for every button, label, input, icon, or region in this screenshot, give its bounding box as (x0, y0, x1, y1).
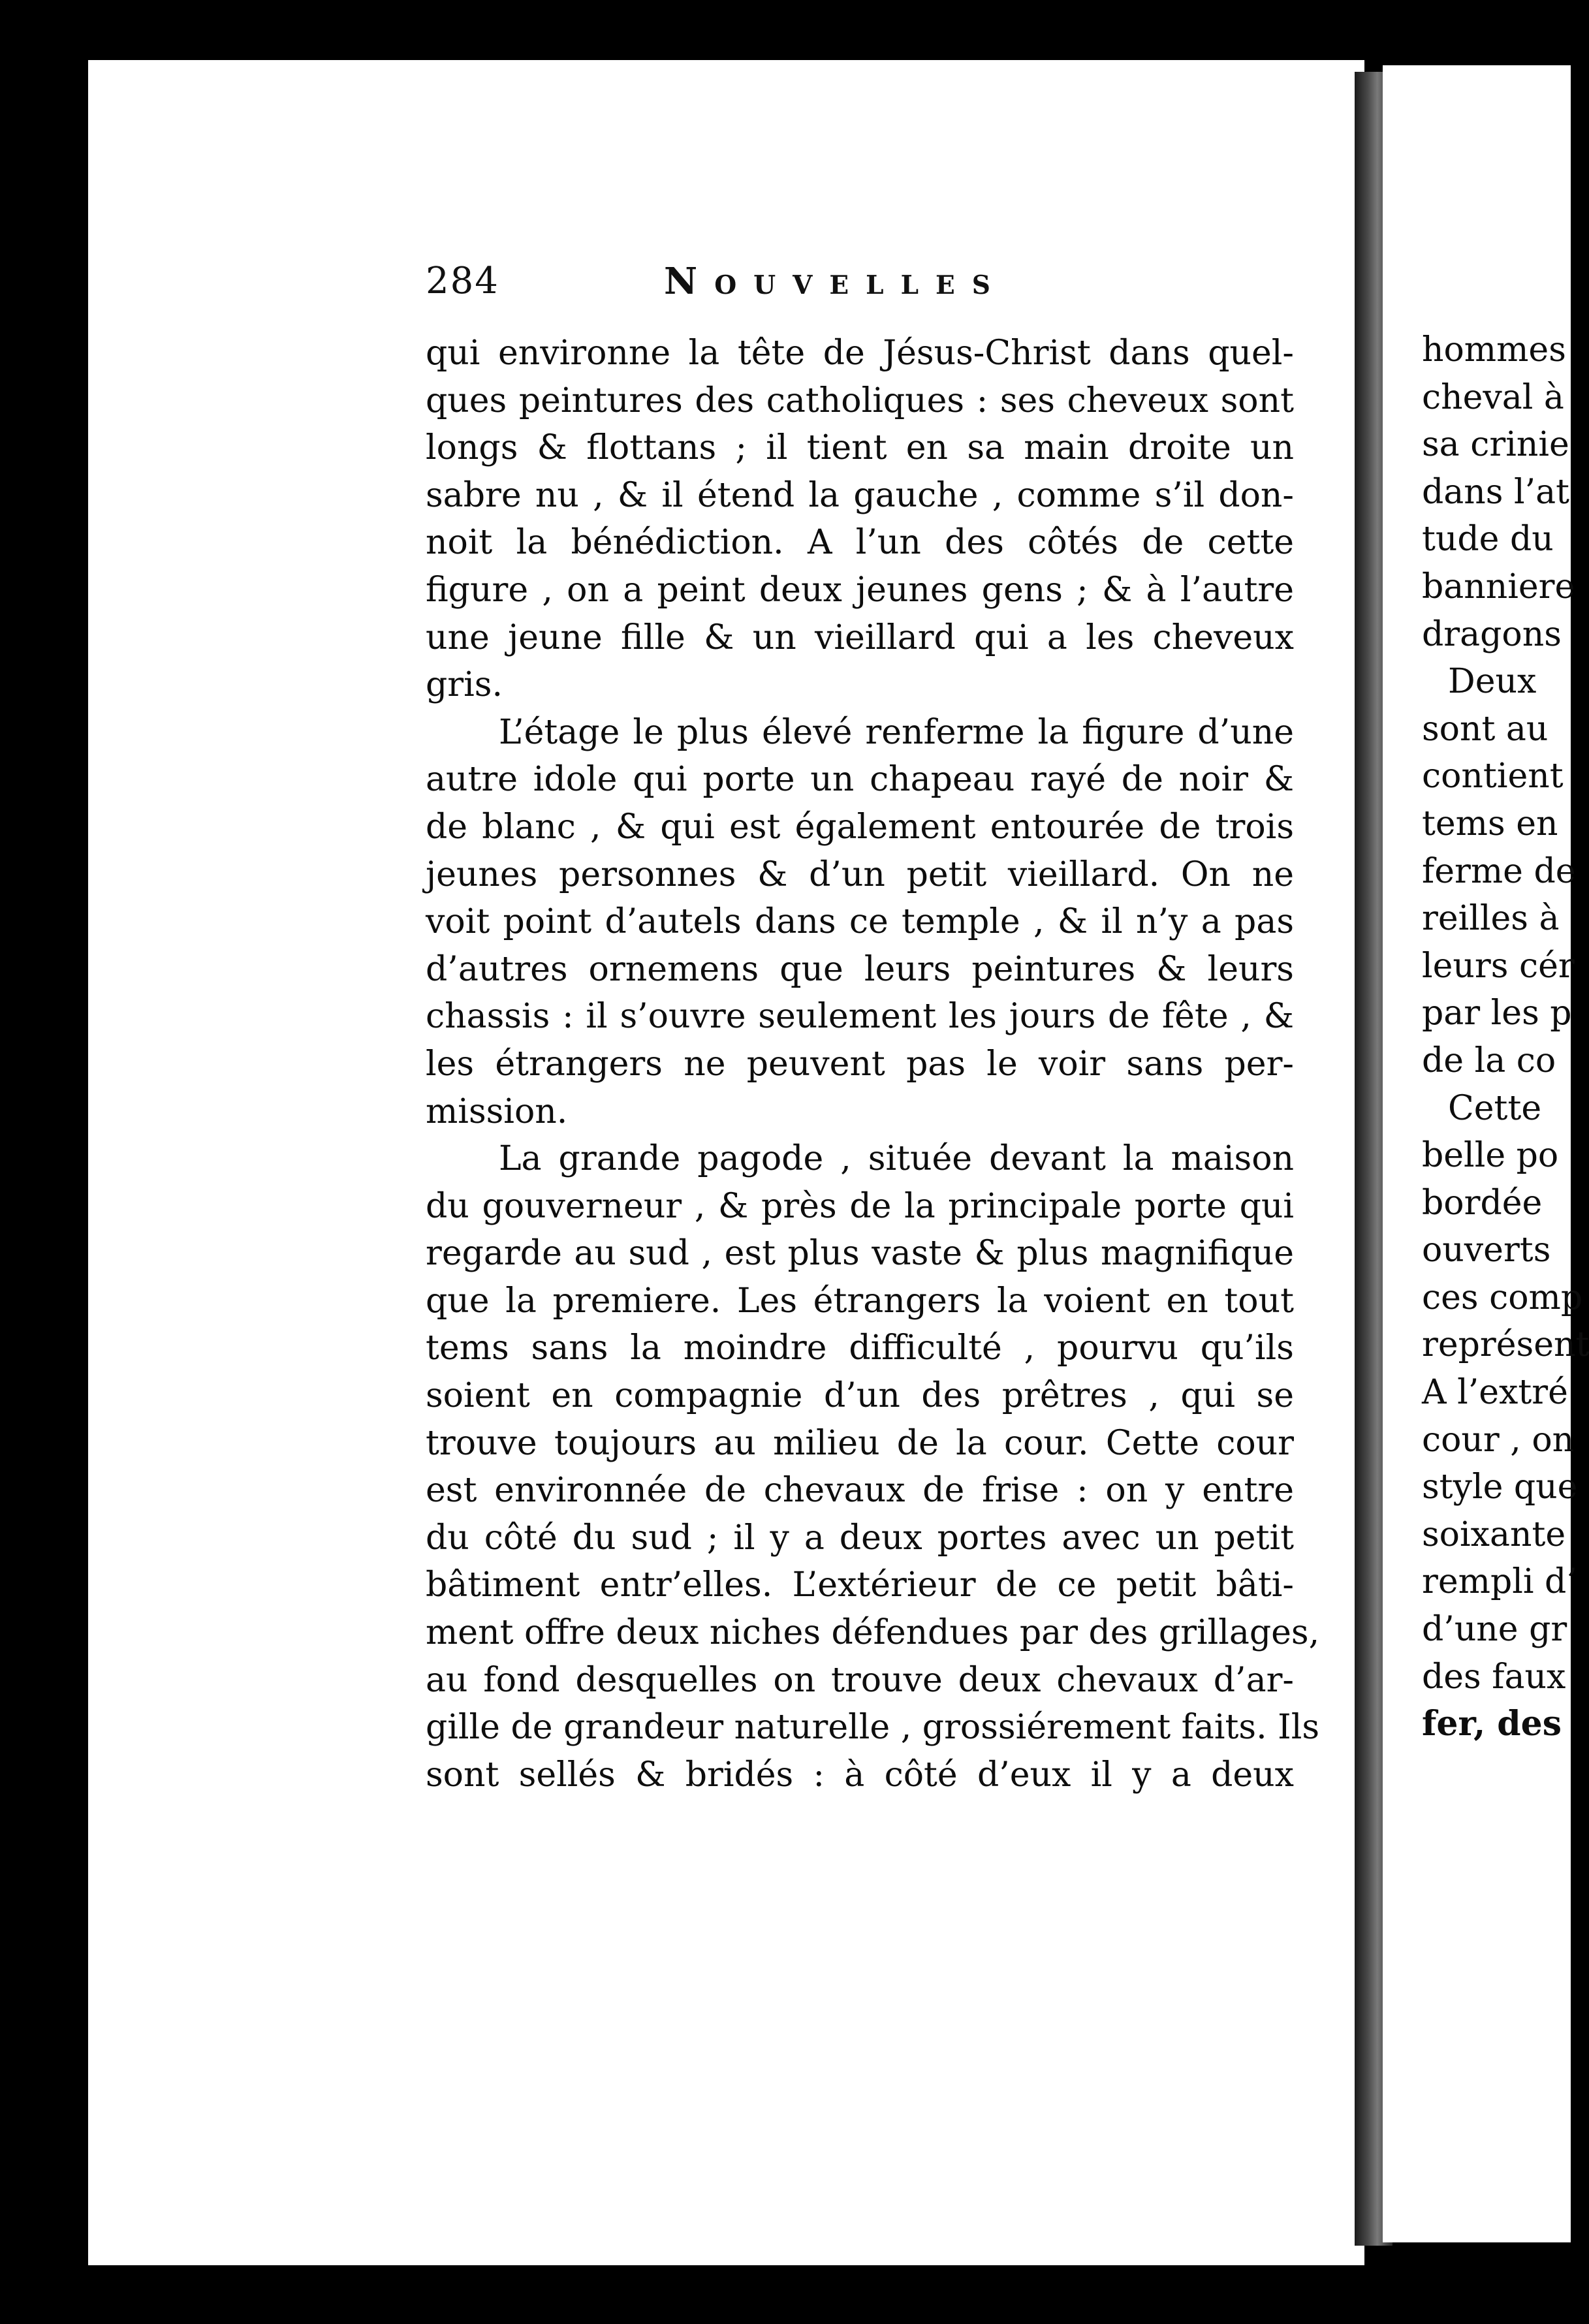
right-line: reilles à (1422, 899, 1560, 939)
right-line: fer, des (1422, 1704, 1562, 1744)
right-line: contient (1422, 757, 1564, 796)
page-number: 284 (426, 260, 499, 302)
text-line: sont sellés & bridés : à côté d’eux il y a deux (426, 1755, 1294, 1795)
text-line: une jeune fille & un vieillard qui a les cheveux (426, 618, 1294, 657)
right-line: banniere (1422, 567, 1575, 606)
right-line: Deux (1448, 662, 1537, 702)
right-line: sa crinie (1422, 425, 1569, 465)
text-line: La grande pagode , située devant la maison (499, 1139, 1294, 1179)
text-line: tems sans la moindre difficulté , pourvu qu’ils (426, 1328, 1294, 1368)
right-line: dragons (1422, 614, 1562, 654)
text-line: chassis : il s’ouvre seulement les jours de fête , & (426, 997, 1294, 1037)
right-line: tems en (1422, 804, 1558, 843)
text-line: est environnée de chevaux de frise : on y entre (426, 1471, 1294, 1511)
text-line: jeunes personnes & d’un petit vieillard. On ne (426, 855, 1294, 894)
right-line: sont au (1422, 709, 1549, 749)
right-line: ces comp (1422, 1278, 1583, 1317)
text-line: trouve toujours au milieu de la cour. Cette cour (426, 1423, 1294, 1463)
text-line: ques peintures des catholiques : ses cheveux sont (426, 381, 1294, 420)
text-line: soient en compagnie d’un des prêtres , qui se (426, 1376, 1294, 1416)
right-line: style que (1422, 1468, 1578, 1507)
text-line: au fond desquelles on trouve deux chevaux d’ar- (426, 1660, 1294, 1700)
right-line: tude du (1422, 520, 1554, 559)
text-line: bâtiment entr’elles. L’extérieur de ce petit bâti- (426, 1565, 1294, 1605)
right-line: ferme de (1422, 851, 1576, 891)
text-line: du gouverneur , & près de la principale porte qui (426, 1186, 1294, 1226)
text-line: du côté du sud ; il y a deux portes avec un petit (426, 1518, 1294, 1558)
text-line: qui environne la tête de Jésus-Christ dans quel- (426, 334, 1294, 373)
text-line: mission. (426, 1091, 568, 1131)
text-line: voit point d’autels dans ce temple , & il n’y a pas (426, 902, 1294, 942)
text-line: que la premiere. Les étrangers la voient en tout (426, 1281, 1294, 1321)
right-line: soixante (1422, 1515, 1566, 1554)
right-line: A l’extré (1422, 1373, 1568, 1413)
text-line: figure , on a peint deux jeunes gens ; & à l’autre (426, 570, 1294, 610)
body-text (426, 330, 1320, 1798)
right-line: dans l’at (1422, 472, 1570, 512)
text-line: L’étage le plus élevé renferme la figure d’une (499, 712, 1294, 752)
right-line: cour , on (1422, 1420, 1575, 1460)
text-line: ment offre deux niches défendues par des grillages, (426, 1613, 1320, 1653)
text-line: d’autres ornemens que leurs peintures & leurs (426, 949, 1294, 989)
text-line: de blanc , & qui est également entourée de trois (426, 807, 1294, 847)
right-line: ouverts (1422, 1231, 1551, 1270)
right-page-text (1422, 326, 1589, 1748)
right-line: des faux (1422, 1657, 1566, 1697)
text-line: longs & flottans ; il tient en sa main droite un (426, 428, 1294, 468)
right-line: par les p (1422, 994, 1572, 1033)
text-line: gille de grandeur naturelle , grossiérement faits. Ils (426, 1708, 1320, 1748)
text-line: noit la bénédiction. A l’un des côtés de cette (426, 523, 1294, 563)
text-line: sabre nu , & il étend la gauche , comme s’il don- (426, 475, 1294, 515)
right-line: Cette (1448, 1088, 1542, 1128)
text-line: regarde au sud , est plus vaste & plus magnifique (426, 1234, 1294, 1274)
running-head (426, 260, 1294, 312)
right-line: rempli d’ (1422, 1562, 1577, 1602)
right-line: d’une gr (1422, 1610, 1567, 1650)
right-line: représent (1422, 1325, 1589, 1365)
running-title: Nouvelles (664, 260, 1007, 303)
text-line: autre idole qui porte un chapeau rayé de noir & (426, 760, 1294, 800)
text-line: gris. (426, 665, 503, 705)
right-line: leurs cér (1422, 946, 1575, 986)
right-line: belle po (1422, 1136, 1559, 1176)
right-line: hommes (1422, 330, 1566, 369)
right-line: de la co (1422, 1041, 1556, 1080)
right-line: cheval à (1422, 377, 1564, 417)
text-line: les étrangers ne peuvent pas le voir sans per- (426, 1044, 1294, 1084)
right-line: bordée (1422, 1183, 1543, 1223)
right-page (1383, 65, 1589, 2242)
